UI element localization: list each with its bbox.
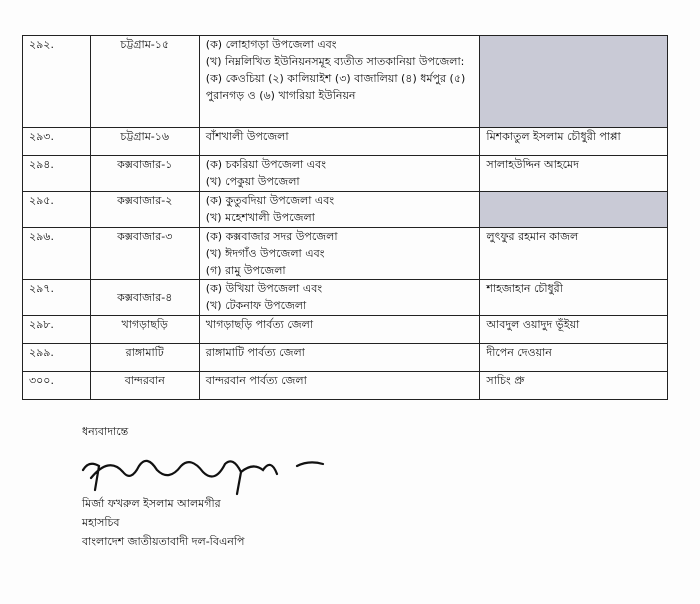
closing-thanks: ধন্যবাদান্তে: [82, 425, 129, 438]
constituency-name: রাঙ্গামাটি: [90, 344, 199, 372]
area-line: বাঁশখালী উপজেলা: [205, 130, 289, 143]
signature-image: [65, 448, 335, 498]
seat-number: ২৯৮.: [23, 316, 91, 344]
candidate-cell: সালাহউদ্দিন আহমেদ: [480, 156, 668, 192]
constituency-name: চট্টগ্রাম-১৬: [90, 128, 199, 156]
area-line: (খ) টেকনাফ উপজেলা: [205, 299, 307, 312]
seat-number: ২৯৪.: [23, 156, 91, 192]
table-row: [23, 36, 668, 128]
area-line: (ক) লোহাগড়া উপজেলা এবং: [205, 38, 337, 51]
candidate-cell: মিশকাতুল ইসলাম চৌধুরী পাপ্পা: [480, 128, 668, 156]
area-line: (গ) রামু উপজেলা: [205, 264, 286, 277]
table-row: [23, 316, 668, 344]
seat-number: ৩০০.: [23, 372, 91, 400]
constituency-name: কক্সবাজার-৩: [90, 228, 199, 280]
area-line: (খ) মহেশখালী উপজেলা: [205, 211, 315, 224]
area-line: (ক) চকরিয়া উপজেলা এবং: [205, 158, 326, 171]
area-line: খাগড়াছড়ি পার্বত্য জেলা: [205, 318, 314, 331]
signatory-organization: বাংলাদেশ জাতীয়তাবাদী দল-বিএনপি: [82, 535, 245, 548]
table-row: [23, 228, 668, 280]
area-line: (ক) কুতুবদিয়া উপজেলা এবং: [205, 194, 335, 207]
area-line: (খ) পেকুয়া উপজেলা: [205, 175, 300, 188]
signatory-title: মহাসচিব: [82, 516, 120, 529]
candidate-cell: সাচিং প্রু: [480, 372, 668, 400]
constituency-name: খাগড়াছড়ি: [90, 316, 199, 344]
seat-number: ২৯৩.: [23, 128, 91, 156]
table-row: [23, 344, 668, 372]
area-line: রাঙ্গামাটি পার্বত্য জেলা: [205, 346, 305, 359]
area-cell: [199, 128, 480, 156]
candidate-cell: [480, 36, 668, 128]
area-cell: [199, 372, 480, 400]
seat-number: ২৯৭.: [23, 280, 91, 316]
area-cell: [199, 156, 480, 192]
area-line: বান্দরবান পার্বত্য জেলা: [205, 374, 307, 387]
area-line: (ক) কক্সবাজার সদর উপজেলা: [205, 230, 338, 243]
table-row: [23, 280, 668, 316]
area-line: (ক) কেওচিয়া (২) কালিয়াইশ (৩) বাজালিয়া (৪) ধর্মপুর (৫): [205, 72, 466, 85]
candidate-cell: দীপেন দেওয়ান: [480, 344, 668, 372]
constituency-name: বান্দরবান: [90, 372, 199, 400]
seat-number: ২৯৬.: [23, 228, 91, 280]
area-cell: [199, 344, 480, 372]
area-cell: [199, 192, 480, 228]
area-line: (ক) উখিয়া উপজেলা এবং: [205, 282, 323, 295]
table-row: [23, 372, 668, 400]
table-row: [23, 192, 668, 228]
constituency-name: কক্সবাজার-২: [90, 192, 199, 228]
area-line: পুরানগড় ও (৬) খাগরিয়া ইউনিয়ন: [205, 89, 356, 102]
constituency-name: কক্সবাজার-১: [90, 156, 199, 192]
seat-number: ২৯৯.: [23, 344, 91, 372]
area-line: (খ) নিম্নলিখিত ইউনিয়নসমূহ ব্যতীত সাতকানিয়া উপজেলা:: [205, 55, 465, 68]
area-cell: [199, 280, 480, 316]
table-row: [23, 156, 668, 192]
signatory-name: মির্জা ফখরুল ইসলাম আলমগীর: [82, 497, 221, 510]
area-cell: [199, 228, 480, 280]
seat-number: ২৯৫.: [23, 192, 91, 228]
candidate-cell: লুৎফুর রহমান কাজল: [480, 228, 668, 280]
constituency-name: কক্সবাজার-৪: [90, 280, 199, 316]
constituency-table: [22, 35, 668, 400]
area-line: (খ) ঈদগাঁও উপজেলা এবং: [205, 247, 325, 260]
area-cell: [199, 316, 480, 344]
table-row: [23, 128, 668, 156]
seat-number: ২৯২.: [23, 36, 91, 128]
candidate-cell: শাহজাহান চৌধুরী: [480, 280, 668, 316]
candidate-cell: [480, 192, 668, 228]
candidate-cell: আবদুল ওয়াদুদ ভূঁইয়া: [480, 316, 668, 344]
constituency-name: চট্টগ্রাম-১৫: [90, 36, 199, 128]
area-cell: [199, 36, 480, 128]
